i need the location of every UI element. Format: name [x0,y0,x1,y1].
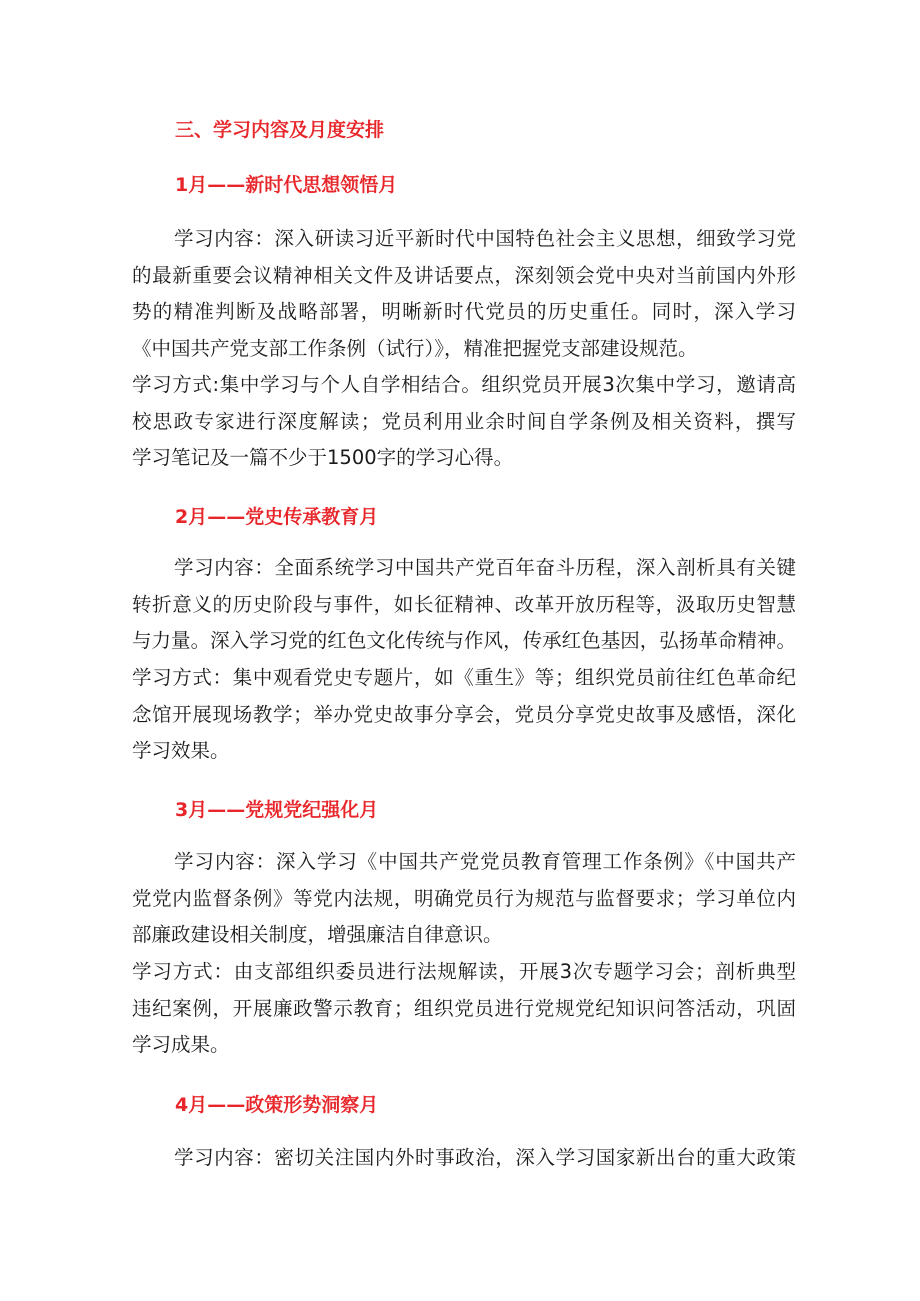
month-heading-february: 2月——党史传承教育月 [175,506,379,528]
text-line: 学习方式：由支部组织委员进行法规解读，开展3次专题学习会；剖析典型 [132,960,796,983]
text-line: 学习内容：密切关注国内外时事政治，深入学习国家新出台的重大政策 [174,1146,796,1169]
text-line: 部廉政建设相关制度，增强廉洁自律意识。 [132,923,503,946]
text-line: 学习方式:集中学习与个人自学相结合。组织党员开展3次集中学习，邀请高 [132,373,796,396]
text-line: 党党内监督条例》等党内法规，明确党员行为规范与监督要求；学习单位内 [132,886,796,910]
text-line: 学习笔记及一篇不少于1500字的学习心得。 [132,446,514,469]
text-line: 学习内容：深入学习《中国共产党党员教育管理工作条例》《中国共产 [174,850,796,873]
text-line: 学习方式：集中观看党史专题片，如《重生》等；组织党员前往红色革命纪 [132,666,796,689]
method-paragraph-march [132,954,796,1064]
text-line: 转折意义的历史阶段与事件，如长征精神、改革开放历程等，汲取历史智慧 [132,592,796,616]
text-line: 学习内容：全面系统学习中国共产党百年奋斗历程，深入剖析具有关键 [174,556,796,579]
text-line: 学习内容：深入研读习近平新时代中国特色社会主义思想，细致学习党 [174,227,796,250]
method-paragraph-february [132,660,796,770]
text-line: 与力量。深入学习党的红色文化传统与作风，传承红色基因，弘扬革命精神。 [132,629,796,652]
text-line: 学习效果。 [132,739,230,762]
content-paragraph-january [132,221,796,367]
content-paragraph-february [132,550,796,660]
month-heading-march: 3月——党规党纪强化月 [175,799,379,821]
month-heading-january: 1月——新时代思想领悟月 [175,174,398,196]
text-line: 违纪案例，开展廉政警示教育；组织党员进行党规党纪知识问答活动，巩固 [132,996,796,1020]
text-line: 势的精准判断及战略部署，明晰新时代党员的历史重任。同时，深入学习 [132,300,796,323]
text-line: 念馆开展现场教学；举办党史故事分享会，党员分享党史故事及感悟，深化 [132,702,796,726]
month-heading-april: 4月——政策形势洞察月 [175,1094,379,1116]
text-line: 《中国共产党支部工作条例（试行）》，精准把握党支部建设规范。 [132,336,698,360]
method-paragraph-january [132,367,796,477]
text-line: 校思政专家进行深度解读；党员利用业余时间自学条例及相关资料，撰写 [132,409,796,433]
content-paragraph-march [132,844,796,954]
content-paragraph-april [132,1140,796,1177]
text-line: 的最新重要会议精神相关文件及讲话要点，深刻领会党中央对当前国内外形 [132,263,796,287]
section-title: 三、学习内容及月度安排 [175,119,385,141]
text-line: 学习成果。 [132,1033,230,1056]
